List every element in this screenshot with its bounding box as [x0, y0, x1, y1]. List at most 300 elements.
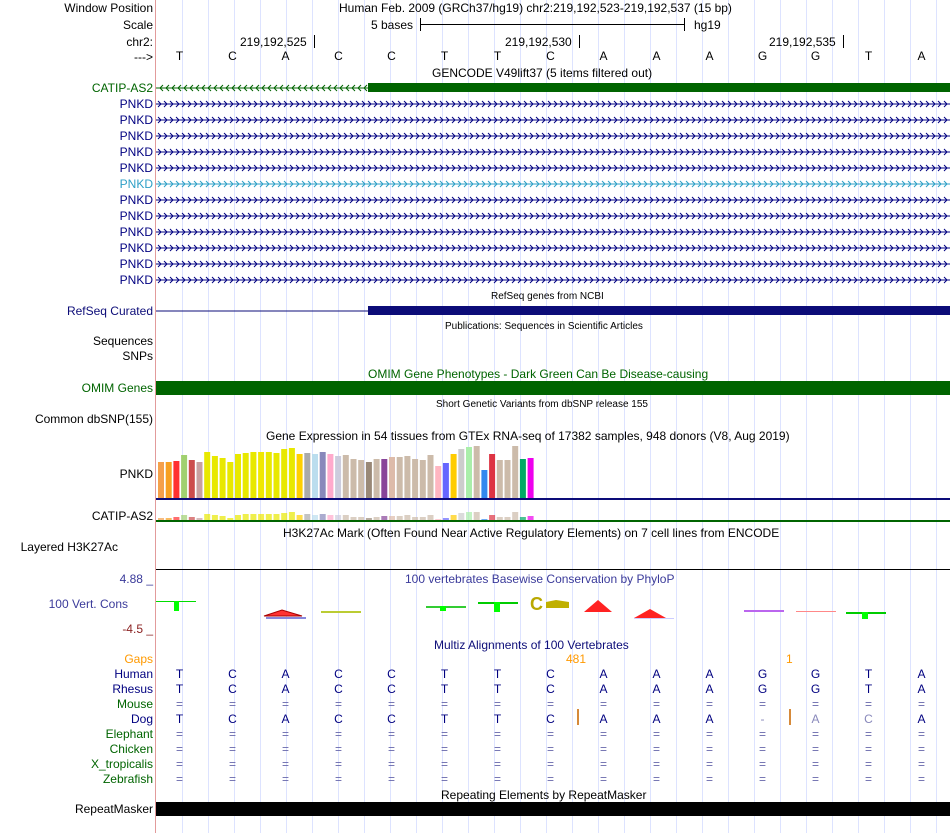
base-letter: A	[281, 49, 290, 63]
gtex-tissue-bar-small	[204, 514, 210, 520]
gtex-track[interactable]	[156, 444, 950, 524]
alignment-base: =	[228, 727, 236, 741]
dbsnp-title: Short Genetic Variants from dbSNP release 155	[436, 399, 648, 410]
omim-label[interactable]: OMIM Genes	[81, 381, 153, 395]
alignment-base: =	[493, 757, 501, 771]
alignment-base: C	[334, 682, 343, 696]
repeatmasker-label[interactable]: RepeatMasker	[74, 802, 153, 816]
gtex-tissue-bar-small	[458, 513, 464, 520]
gtex-tissue-bar-small	[474, 512, 480, 520]
gene-label-pnkd[interactable]: PNKD	[119, 177, 153, 191]
alignment-base: C	[228, 712, 237, 726]
pnkd-transcript-track[interactable]	[156, 97, 950, 111]
gene-label-pnkd[interactable]: PNKD	[119, 145, 153, 159]
alignment-base: =	[334, 742, 342, 756]
base-letter: T	[864, 49, 873, 63]
repeatmasker-title: Repeating Elements by RepeatMasker	[441, 788, 647, 802]
base-letter: T	[493, 49, 502, 63]
assembly-label: hg19	[694, 18, 721, 32]
alignment-base: =	[599, 757, 607, 771]
alignment-base: =	[917, 757, 925, 771]
alignment-base: =	[652, 757, 660, 771]
pnkd-transcript-track[interactable]	[156, 193, 950, 207]
base-letter: C	[334, 49, 343, 63]
gtex-tissue-bar	[458, 449, 464, 498]
alignment-base: =	[599, 697, 607, 711]
position-tick-mark	[579, 35, 580, 48]
alignment-base: =	[599, 727, 607, 741]
alignment-base: C	[228, 667, 237, 681]
window-position-label: Window Position	[64, 1, 153, 15]
gtex-tissue-bar-small	[258, 514, 264, 520]
alignment-base: =	[387, 772, 395, 786]
gtex-tissue-bar	[420, 460, 426, 498]
gtex-tissue-bar	[281, 449, 287, 498]
gene-label-pnkd[interactable]: PNKD	[119, 193, 153, 207]
alignment-base: A	[281, 667, 290, 681]
position-tick-mark	[314, 35, 315, 48]
gtex-tissue-bar-small	[304, 514, 310, 520]
alignment-base: A	[705, 682, 714, 696]
gtex-tissue-bar	[412, 459, 418, 498]
alignment-base: =	[440, 772, 448, 786]
alignment-base: =	[281, 697, 289, 711]
refseq-title: RefSeq genes from NCBI	[491, 291, 604, 302]
alignment-base: =	[811, 772, 819, 786]
gtex-tissue-bar	[389, 457, 395, 498]
gtex-tissue-bar	[220, 458, 226, 498]
gene-label-pnkd[interactable]: PNKD	[119, 97, 153, 111]
pnkd-transcript-track[interactable]	[156, 209, 950, 223]
pnkd-transcript-track[interactable]	[156, 161, 950, 175]
alignment-base: =	[493, 727, 501, 741]
gtex-tissue-bar-small	[381, 516, 387, 520]
h3k27ac-title: H3K27Ac Mark (Often Found Near Active Regulatory Elements) on 7 cell lines from ENCODE	[283, 526, 780, 540]
scale-tick-left	[420, 18, 421, 31]
alignment-base: A	[281, 712, 290, 726]
alignment-base: =	[546, 757, 554, 771]
alignment-base: G	[757, 667, 768, 681]
gtex-tissue-bar	[320, 452, 326, 498]
pnkd-transcript-track[interactable]	[156, 129, 950, 143]
alignment-base: =	[228, 697, 236, 711]
base-letter: T	[175, 49, 184, 63]
alignment-base: =	[864, 757, 872, 771]
alignment-base: G	[810, 667, 821, 681]
gtex-tissue-bar	[443, 463, 449, 498]
gtex-title: Gene Expression in 54 tissues from GTEx RNA-seq of 17382 samples, 948 donors (V8, Aug 2019)	[266, 429, 790, 443]
scale-label: Scale	[122, 18, 153, 32]
gap-insert-mark	[789, 709, 791, 725]
position-tick-mark	[843, 35, 844, 48]
alignment-base: =	[811, 727, 819, 741]
gtex-tissue-bar-small	[212, 515, 218, 520]
alignment-base: =	[917, 742, 925, 756]
gtex-tissue-bar	[428, 455, 434, 498]
alignment-base: =	[758, 742, 766, 756]
gtex-tissue-bar	[474, 446, 480, 498]
alignment-base: T	[864, 667, 873, 681]
gtex-tissue-bar-small	[505, 517, 511, 520]
alignment-base: =	[917, 727, 925, 741]
gtex-tissue-bar-small	[173, 517, 179, 520]
gtex-tissue-bar-small	[443, 518, 449, 520]
gencode-title: GENCODE V49lift37 (5 items filtered out)	[432, 66, 653, 80]
alignment-base: =	[228, 757, 236, 771]
alignment-base: =	[917, 697, 925, 711]
alignment-base: =	[334, 772, 342, 786]
alignment-base: C	[864, 712, 873, 726]
gtex-tissue-bar	[335, 456, 341, 498]
alignment-base: T	[864, 682, 873, 696]
gtex-tissue-bar	[235, 454, 241, 498]
gap-insert-mark	[577, 709, 579, 725]
alignment-base: =	[228, 742, 236, 756]
alignment-base: =	[758, 757, 766, 771]
gtex-tissue-bar	[466, 447, 472, 498]
repeatmasker-bar[interactable]	[156, 802, 950, 816]
gene-label-pnkd[interactable]: PNKD	[119, 241, 153, 255]
alignment-base: T	[440, 682, 449, 696]
alignment-base: =	[334, 697, 342, 711]
gtex-tissue-bar-small	[312, 515, 318, 520]
alignment-base: =	[652, 772, 660, 786]
alignment-base: T	[175, 712, 184, 726]
pnkd-transcript-track[interactable]	[156, 225, 950, 239]
gtex-tissue-bar-small	[266, 514, 272, 520]
alignment-base: =	[864, 742, 872, 756]
alignment-base: =	[334, 757, 342, 771]
alignment-base: C	[334, 712, 343, 726]
gtex-tissue-bar	[497, 460, 503, 498]
alignment-base: C	[387, 712, 396, 726]
alignment-base: =	[652, 742, 660, 756]
gene-label-pnkd[interactable]: PNKD	[119, 129, 153, 143]
alignment-base: A	[599, 682, 608, 696]
gtex-tissue-bar	[327, 454, 333, 498]
species-label[interactable]: Human	[114, 667, 153, 681]
alignment-base: =	[334, 727, 342, 741]
species-label[interactable]: Zebrafish	[102, 772, 153, 786]
gtex-tissue-bar	[343, 455, 349, 498]
position-tick: 219,192,525	[240, 35, 307, 49]
alignment-base: C	[546, 712, 555, 726]
gtex-tissue-bar-small	[428, 515, 434, 520]
gtex-tissue-bar-small	[220, 516, 226, 520]
gtex-tissue-bar-small	[481, 519, 487, 520]
species-label[interactable]: Elephant	[105, 727, 153, 741]
pnkd-transcript-track[interactable]	[156, 113, 950, 127]
gtex-catip-label[interactable]: CATIP-AS2	[91, 509, 153, 523]
gtex-tissue-bar-small	[289, 512, 295, 520]
gtex-tissue-bar-small	[189, 517, 195, 520]
gtex-tissue-bar	[304, 453, 310, 498]
gtex-tissue-bar-small	[358, 517, 364, 520]
alignment-base: =	[387, 697, 395, 711]
alignment-base: =	[387, 757, 395, 771]
gtex-tissue-bar	[312, 454, 318, 498]
gtex-tissue-bar	[250, 452, 256, 498]
alignment-base: A	[811, 712, 820, 726]
gtex-tissue-bar	[243, 453, 249, 498]
gtex-tissue-bar	[358, 460, 364, 498]
alignment-base: T	[493, 712, 502, 726]
scale-text: 5 bases	[371, 18, 414, 32]
position-title: Human Feb. 2009 (GRCh37/hg19) chr2:219,192,523-219,192,537 (15 bp)	[339, 1, 732, 15]
alignment-base: =	[864, 772, 872, 786]
alignment-base: C	[546, 682, 555, 696]
gtex-tissue-bar	[158, 462, 164, 498]
gtex-tissue-bar-small	[274, 514, 280, 520]
gtex-tissue-bar-small	[320, 514, 326, 520]
gtex-tissue-bar-small	[397, 516, 403, 520]
gene-label-pnkd[interactable]: PNKD	[119, 225, 153, 239]
gtex-tissue-bar	[173, 461, 179, 498]
scale-tick-right	[684, 18, 685, 31]
alignment-base: =	[917, 772, 925, 786]
gtex-tissue-bar	[451, 454, 457, 498]
gtex-tissue-bar	[512, 446, 518, 498]
gtex-tissue-bar	[297, 454, 303, 498]
gtex-tissue-bar-small	[335, 515, 341, 520]
snps-label[interactable]: SNPs	[122, 349, 153, 363]
alignment-base: A	[917, 667, 926, 681]
scale-bar	[420, 24, 685, 25]
alignment-base: =	[811, 757, 819, 771]
gene-label-pnkd[interactable]: PNKD	[119, 161, 153, 175]
alignment-base: =	[546, 697, 554, 711]
alignment-base: C	[387, 667, 396, 681]
gtex-tissue-bar-small	[389, 516, 395, 520]
alignment-base: =	[175, 697, 183, 711]
gtex-tissue-bar	[397, 457, 403, 498]
sequences-label[interactable]: Sequences	[92, 334, 153, 348]
alignment-base: C	[546, 667, 555, 681]
gtex-tissue-bar	[520, 459, 526, 498]
alignment-base: =	[705, 697, 713, 711]
chrom-label: chr2:	[126, 35, 153, 49]
base-letter: A	[652, 49, 661, 63]
alignment-base: =	[864, 697, 872, 711]
species-label[interactable]: X_tropicalis	[90, 757, 153, 771]
alignment-base: C	[334, 667, 343, 681]
alignment-base: T	[493, 667, 502, 681]
gtex-tissue-bar	[227, 462, 233, 498]
gap-value: 481	[566, 652, 587, 666]
h3k27ac-baseline	[156, 569, 950, 570]
gtex-tissue-bar-small	[528, 516, 534, 520]
gtex-tissue-bar	[197, 462, 203, 498]
gtex-tissue-bar	[489, 454, 495, 498]
pnkd-transcript-track[interactable]	[156, 273, 950, 287]
alignment-base: =	[228, 772, 236, 786]
pnkd-transcript-track[interactable]	[156, 145, 950, 159]
gtex-tissue-bar	[181, 455, 187, 498]
gtex-tissue-bar-small	[281, 513, 287, 520]
alignment-base: C	[387, 682, 396, 696]
alignment-base: A	[281, 682, 290, 696]
gene-label-pnkd[interactable]: PNKD	[119, 273, 153, 287]
alignment-base: A	[917, 682, 926, 696]
gene-label-catip-as2[interactable]: CATIP-AS2	[91, 81, 153, 95]
gene-label-pnkd[interactable]: PNKD	[119, 209, 153, 223]
gtex-tissue-bar	[189, 460, 195, 498]
alignment-base: =	[493, 742, 501, 756]
alignment-base: =	[546, 727, 554, 741]
gtex-tissue-bar-small	[243, 514, 249, 520]
alignment-base: A	[705, 712, 714, 726]
gtex-tissue-bar	[366, 462, 372, 498]
alignment-base: =	[758, 772, 766, 786]
gene-label-pnkd[interactable]: PNKD	[119, 257, 153, 271]
gtex-tissue-bar-small	[466, 512, 472, 520]
phylop-label[interactable]: 100 Vert. Cons	[48, 597, 128, 611]
base-letter: G	[810, 49, 821, 63]
alignment-base: =	[864, 727, 872, 741]
alignment-base: =	[440, 727, 448, 741]
gtex-tissue-bar-small	[166, 518, 172, 520]
alignment-base: C	[228, 682, 237, 696]
alignment-base: =	[493, 772, 501, 786]
gtex-tissue-bar	[289, 448, 295, 498]
base-letter: C	[546, 49, 555, 63]
gtex-tissue-bar	[374, 459, 380, 498]
position-tick: 219,192,535	[769, 35, 836, 49]
omim-track-bar[interactable]	[156, 381, 950, 395]
alignment-base: =	[811, 697, 819, 711]
alignment-base: =	[440, 742, 448, 756]
gtex-tissue-bar	[381, 459, 387, 498]
alignment-base: =	[546, 772, 554, 786]
gtex-tissue-bar	[166, 462, 172, 498]
dbsnp-label[interactable]: Common dbSNP(155)	[34, 412, 153, 426]
strand-arrow-label: --->	[134, 50, 153, 64]
alignment-base: A	[652, 712, 661, 726]
alignment-base: =	[705, 757, 713, 771]
gtex-tissue-bar-small	[197, 518, 203, 520]
gtex-tissue-bar	[204, 452, 210, 498]
gtex-tissue-bar-small	[227, 518, 233, 520]
gtex-tissue-bar-small	[404, 515, 410, 520]
alignment-base: =	[281, 757, 289, 771]
svg-text:C: C	[530, 594, 543, 614]
alignment-base: =	[599, 772, 607, 786]
multiz-title: Multiz Alignments of 100 Vertebrates	[434, 638, 629, 652]
species-label[interactable]: Rhesus	[112, 682, 153, 696]
gtex-tissue-bar	[435, 466, 441, 498]
refseq-label[interactable]: RefSeq Curated	[66, 304, 153, 318]
base-letter: A	[599, 49, 608, 63]
gtex-pnkd-label[interactable]: PNKD	[119, 467, 153, 481]
gtex-tissue-bar-small	[374, 517, 380, 520]
gtex-tissue-bar-small	[366, 518, 372, 520]
alignment-base: A	[652, 682, 661, 696]
base-letter: G	[757, 49, 768, 63]
gtex-tissue-bar-small	[451, 515, 457, 520]
alignment-base: =	[811, 742, 819, 756]
phylop-title: 100 vertebrates Basewise Conservation by PhyloP	[405, 572, 675, 586]
gtex-tissue-bar-small	[435, 519, 441, 520]
gtex-tissue-bar	[212, 456, 218, 498]
alignment-base: A	[599, 712, 608, 726]
gtex-tissue-bar-small	[520, 517, 526, 520]
alignment-base: T	[175, 682, 184, 696]
h3k27ac-label[interactable]: Layered H3K27Ac	[20, 540, 118, 554]
base-letter: A	[917, 49, 926, 63]
gtex-tissue-bar-small	[343, 515, 349, 520]
alignment-base: =	[281, 727, 289, 741]
alignment-base: A	[599, 667, 608, 681]
alignment-base: =	[175, 772, 183, 786]
phylop-track[interactable]	[156, 590, 950, 630]
phylop-min: -4.5 _	[122, 622, 153, 636]
gtex-tissue-bar	[274, 453, 280, 498]
alignment-base: A	[705, 667, 714, 681]
refseq-gene-track[interactable]	[156, 304, 950, 318]
base-letter: T	[440, 49, 449, 63]
species-label[interactable]: Chicken	[109, 742, 153, 756]
species-label[interactable]: Mouse	[116, 697, 153, 711]
pnkd-transcript-track[interactable]	[156, 177, 950, 191]
alignment-base: =	[652, 727, 660, 741]
catip-as2-gene-track[interactable]	[156, 81, 950, 95]
gtex-tissue-bar	[258, 452, 264, 498]
base-letter: C	[387, 49, 396, 63]
gtex-tissue-bar-small	[512, 512, 518, 520]
alignment-base: =	[281, 742, 289, 756]
alignment-base: =	[387, 727, 395, 741]
alignment-base: =	[175, 727, 183, 741]
alignment-base: T	[175, 667, 184, 681]
alignment-base: =	[440, 697, 448, 711]
alignment-base: =	[758, 697, 766, 711]
alignment-base: T	[493, 682, 502, 696]
alignment-base: =	[493, 697, 501, 711]
alignment-base: A	[652, 667, 661, 681]
alignment-base: G	[810, 682, 821, 696]
alignment-base: -	[760, 712, 765, 726]
species-label[interactable]: Dog	[130, 712, 153, 726]
gaps-label: Gaps	[124, 652, 153, 666]
alignment-base: =	[705, 727, 713, 741]
pnkd-transcript-track[interactable]	[156, 241, 950, 255]
pnkd-transcript-track[interactable]	[156, 257, 950, 271]
gene-label-pnkd[interactable]: PNKD	[119, 113, 153, 127]
alignment-base: =	[705, 772, 713, 786]
gtex-tissue-bar	[266, 452, 272, 498]
alignment-base: G	[757, 682, 768, 696]
alignment-base: T	[440, 712, 449, 726]
gtex-tissue-bar-small	[297, 515, 303, 520]
gtex-tissue-bar-small	[497, 517, 503, 520]
gtex-tissue-bar-small	[420, 517, 426, 520]
alignment-base: T	[440, 667, 449, 681]
gtex-tissue-bar	[351, 459, 357, 498]
gtex-tissue-bar-small	[235, 515, 241, 520]
alignment-base: =	[175, 742, 183, 756]
gtex-tissue-bar-small	[181, 515, 187, 520]
alignment-base: =	[440, 757, 448, 771]
gtex-tissue-bar-small	[412, 517, 418, 520]
phylop-max: 4.88 _	[119, 572, 153, 586]
position-tick: 219,192,530	[505, 35, 572, 49]
gtex-tissue-bar	[505, 460, 511, 498]
alignment-base: A	[917, 712, 926, 726]
alignment-base: =	[705, 742, 713, 756]
gtex-tissue-bar-small	[351, 517, 357, 520]
alignment-base: =	[546, 742, 554, 756]
gtex-tissue-bar-small	[158, 518, 164, 520]
